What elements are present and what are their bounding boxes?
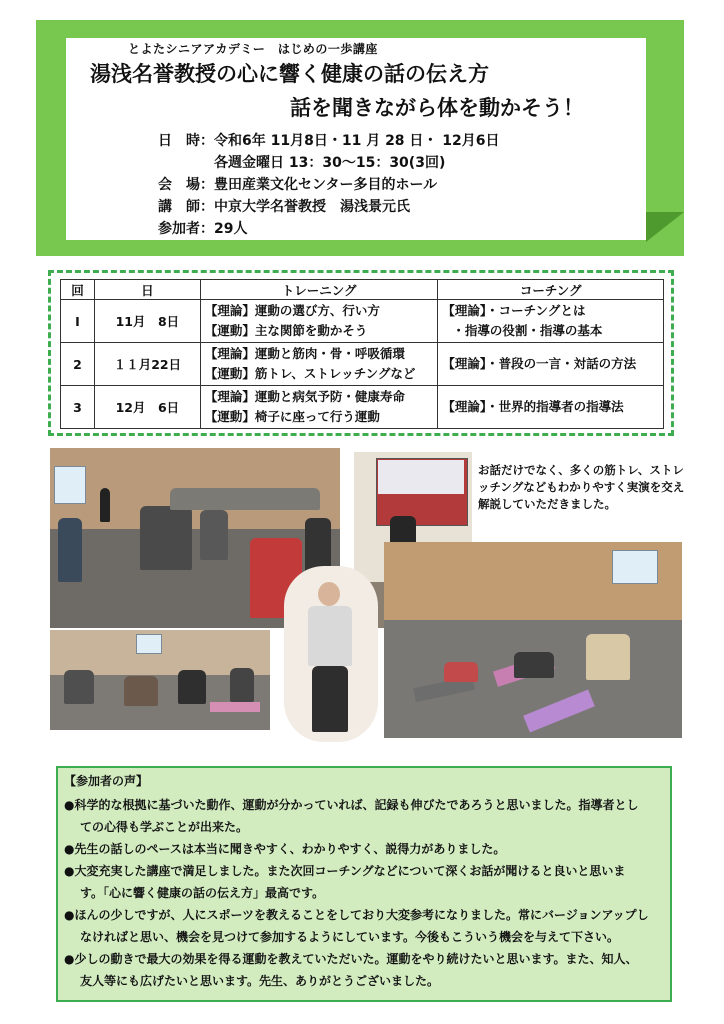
table-row (61, 386, 664, 429)
training-line: 【理論】運動と筋肉・骨・呼吸循環 (204, 346, 405, 361)
date-label: 日 時： (158, 133, 214, 149)
lecturer-label: 講 師： (158, 199, 214, 215)
voice-item (64, 794, 664, 838)
voice-item (64, 948, 664, 992)
table-row (61, 300, 664, 343)
schedule-table (60, 279, 664, 429)
time-value: 各週金曜日 13：30～15：30(3回) (214, 155, 446, 171)
coaching-line: 【理論】・普段の一言・対話の方法 (442, 356, 637, 371)
voice-item (64, 860, 664, 904)
voice-line: す。「心に響く健康の話の伝え方」最高です。 (80, 886, 325, 900)
coaching-line: 【理論】・コーチングとは (442, 303, 586, 318)
venue-row (158, 174, 437, 194)
participants-row (158, 218, 247, 238)
training-cell (200, 300, 438, 343)
training-line: 【理論】運動の選び方、行い方 (204, 303, 380, 318)
voice-line: なければと思い、機会を見つけて参加するようにしています。今後もこういう機会を与えて下さい。 (80, 930, 620, 944)
header-cell-training: トレーニング (200, 280, 438, 300)
header-cell-coaching: コーチング (438, 280, 664, 300)
training-cell (200, 343, 438, 386)
coaching-line: 【理論】・世界的指導者の指導法 (442, 399, 624, 414)
voice-line: ●大変充実した講座で満足しました。また次回コーチングなどについて深くお話が聞けると良いと思いま (64, 864, 626, 878)
voice-line: ●少しの動きで最大の効果を得る運動を教えていただいた。運動をやり続けたいと思います。また、知人、 (64, 952, 638, 966)
training-cell (200, 386, 438, 429)
participants-label: 参加者： (158, 221, 214, 237)
voice-line: ●先生の話しのペースは本当に聞きやすく、わかりやすく、説得力がありました。 (64, 842, 506, 856)
date-row (158, 130, 500, 150)
session-date: 12月 6日 (94, 386, 200, 429)
session-number: 3 (61, 386, 95, 429)
participants-value: 29人 (214, 221, 248, 237)
voice-line: ●ほんの少しですが、人にスポーツを教えることをしており大変参考になりました。常にバージョンアップし (64, 908, 649, 922)
training-line: 【運動】椅子に座って行う運動 (204, 409, 380, 424)
venue-label: 会 場： (158, 177, 214, 193)
table-header-row (61, 280, 664, 300)
table-row (61, 343, 664, 386)
voice-item (64, 838, 664, 860)
voices-title: 【参加者の声】 (64, 774, 149, 788)
photo-group-exercise (50, 630, 270, 730)
coaching-cell (438, 386, 664, 429)
course-title-2: 話を聞きながら体を動かそう！ (290, 96, 584, 120)
photo-floor-stretching (384, 542, 682, 738)
header-cell-date: 日 (94, 280, 200, 300)
training-line: 【運動】筋トレ、ストレッチングなど (204, 366, 416, 381)
session-number: 2 (61, 343, 95, 386)
photo-caption: お話だけでなく、多くの筋トレ、ストレッチングなどもわかりやすく実演を交え解説していただきました。 (478, 463, 685, 511)
lecturer-value: 中京大学名誉教授 湯浅景元氏 (214, 199, 410, 215)
session-number: Ⅰ (61, 300, 95, 343)
voice-line: ての心得も学ぶことが出来た。 (80, 820, 249, 834)
voice-line: 友人等にも広げたいと思います。先生、ありがとうございました。 (80, 974, 440, 988)
voice-line: ●科学的な根拠に基づいた動作、運動が分かっていれば、記録も伸びたであろうと思いました。指導者とし (64, 798, 639, 812)
date-value: 令和6年 11月8日・11 月 28 日・ 12月6日 (214, 133, 500, 149)
coaching-line: ・指導の役割・指導の基本 (452, 323, 603, 338)
venue-value: 豊田産業文化センター多目的ホール (214, 177, 438, 193)
training-line: 【運動】主な関節を動かそう (204, 323, 368, 338)
header-cell-no: 回 (61, 280, 95, 300)
session-date: 11月 8日 (94, 300, 200, 343)
lecturer-row (158, 196, 410, 216)
session-date: １１月22日 (94, 343, 200, 386)
training-line: 【理論】運動と病気予防・健康寿命 (204, 389, 405, 404)
photo-lecturer-microphone (284, 566, 378, 742)
course-title: 湯浅名誉教授の心に響く健康の話の伝え方 (90, 62, 489, 86)
coaching-cell (438, 300, 664, 343)
voice-item (64, 904, 664, 948)
coaching-cell (438, 343, 664, 386)
course-subtitle: とよたシニアアカデミー はじめの一歩講座 (128, 42, 378, 56)
page-curl-decoration (646, 212, 684, 242)
